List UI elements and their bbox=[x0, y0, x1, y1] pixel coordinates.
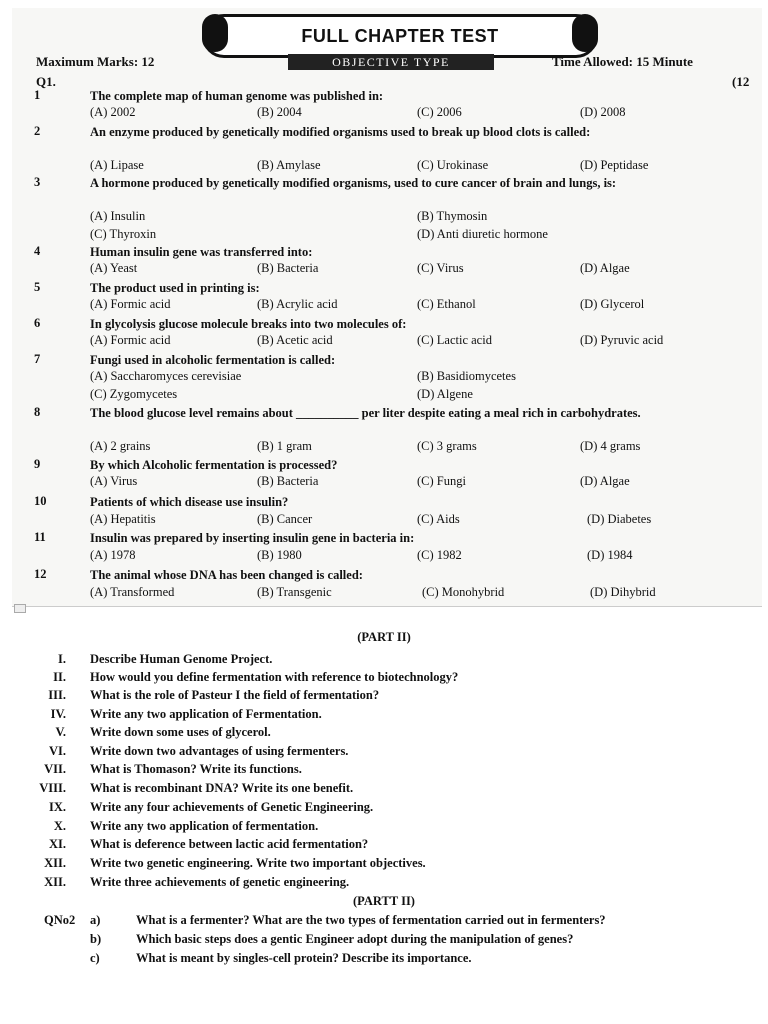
question-text: What is deference between lactic acid fermentation? bbox=[90, 837, 369, 851]
question-text: Write any four achievements of Genetic Engineering. bbox=[90, 800, 374, 814]
mcq-option: (B) 1 gram bbox=[257, 439, 312, 453]
test-title-banner bbox=[202, 14, 598, 58]
long-question-text: What is meant by singles-cell protein? Describe its importance. bbox=[136, 951, 472, 965]
mcq-question: The animal whose DNA has been changed is called: bbox=[90, 568, 363, 582]
roman-numeral: XI. bbox=[48, 837, 66, 851]
mcq-option: (C) 1982 bbox=[417, 548, 462, 562]
mcq-option: (C) Lactic acid bbox=[417, 333, 492, 347]
question-marks: (12 bbox=[732, 74, 750, 89]
mcq-option: (C) Monohybrid bbox=[422, 585, 505, 599]
long-question-letter: c) bbox=[90, 951, 100, 965]
mcq-option: (B) 2004 bbox=[257, 105, 302, 119]
question-text: Write down two advantages of using fermenters. bbox=[90, 744, 349, 758]
question-text: What is the role of Pasteur I the field of fermentation? bbox=[90, 688, 380, 702]
mcq-option: (D) Algae bbox=[580, 261, 630, 275]
roman-numeral: IX. bbox=[48, 800, 66, 814]
mcq-option: (B) Basidiomycetes bbox=[417, 369, 516, 383]
mcq-option: (B) Acetic acid bbox=[257, 333, 333, 347]
mcq-number: 11 bbox=[34, 530, 46, 544]
mcq-number: 1 bbox=[34, 88, 41, 102]
mcq-option: (B) 1980 bbox=[257, 548, 302, 562]
mcq-option: (C) Ethanol bbox=[417, 297, 476, 311]
mcq-option: (D) 4 grams bbox=[580, 439, 641, 453]
mcq-option: (D) Algene bbox=[417, 387, 473, 401]
mcq-option: (A) Yeast bbox=[90, 261, 138, 275]
roman-numeral: XII. bbox=[44, 875, 66, 889]
long-question bbox=[90, 913, 606, 928]
mcq-option: (B) Acrylic acid bbox=[257, 297, 338, 311]
objective-test-scan bbox=[12, 8, 762, 607]
mcq-question: Insulin was prepared by inserting insulin gene in bacteria in: bbox=[90, 531, 415, 545]
roman-numeral: VI. bbox=[48, 744, 66, 758]
roman-numeral: V. bbox=[55, 725, 66, 739]
roman-numeral: III. bbox=[48, 688, 66, 702]
mcq-question: Human insulin gene was transferred into: bbox=[90, 245, 313, 259]
question-text: Write down some uses of glycerol. bbox=[90, 725, 271, 739]
mcq-option: (A) Formic acid bbox=[90, 297, 171, 311]
mcq-option: (C) Virus bbox=[417, 261, 464, 275]
question-text: Write any two application of Fermentation. bbox=[90, 707, 322, 721]
part-title: (PART II) bbox=[357, 630, 411, 644]
mcq-option: (A) Transformed bbox=[90, 585, 175, 599]
mcq-option: (B) Bacteria bbox=[257, 474, 319, 488]
mcq-option: (B) Cancer bbox=[257, 512, 313, 526]
mcq-option: (C) Fungi bbox=[417, 474, 466, 488]
mcq-number: 4 bbox=[34, 244, 41, 258]
mcq-option: (A) Formic acid bbox=[90, 333, 171, 347]
mcq-question: By which Alcoholic fermentation is processed? bbox=[90, 458, 338, 472]
mcq-question: A hormone produced by genetically modified organisms, used to cure cancer of brain and lungs, is: bbox=[90, 176, 617, 190]
mcq-option: (A) 1978 bbox=[90, 548, 136, 562]
mcq-question: Patients of which disease use insulin? bbox=[90, 495, 289, 509]
mcq-option: (A) Saccharomyces cerevisiae bbox=[90, 369, 242, 383]
long-question bbox=[90, 951, 472, 966]
mcq-option: (A) Insulin bbox=[90, 209, 146, 223]
roman-numeral: XII. bbox=[44, 856, 66, 870]
mcq-option: (D) Diabetes bbox=[587, 512, 652, 526]
mcq-option: (A) 2 grains bbox=[90, 439, 151, 453]
mcq-number: 7 bbox=[34, 352, 41, 366]
mcq-option: (B) Thymosin bbox=[417, 209, 488, 223]
mcq-option: (A) Virus bbox=[90, 474, 138, 488]
mcq-number: 12 bbox=[34, 567, 47, 581]
mcq-option: (D) Anti diuretic hormone bbox=[417, 227, 548, 241]
mcq-question: An enzyme produced by genetically modified organisms used to break up blood clots is called: bbox=[90, 125, 591, 139]
question-text: Write two genetic engineering. Write two important objectives. bbox=[90, 856, 426, 870]
mcq-question: The complete map of human genome was published in: bbox=[90, 89, 384, 103]
mcq-question: Fungi used in alcoholic fermentation is called: bbox=[90, 353, 336, 367]
roman-numeral: I. bbox=[58, 652, 66, 666]
question-text: What is recombinant DNA? Write its one benefit. bbox=[90, 781, 354, 795]
question-text: Describe Human Genome Project. bbox=[90, 652, 273, 666]
test-title: FULL CHAPTER TEST bbox=[301, 25, 499, 46]
mcq-number: 5 bbox=[34, 280, 41, 294]
mcq-option: (C) Zygomycetes bbox=[90, 387, 178, 401]
mcq-question: The product used in printing is: bbox=[90, 281, 260, 295]
maximum-marks: Maximum Marks: 12 bbox=[36, 54, 155, 69]
mcq-number: 2 bbox=[34, 124, 41, 138]
mcq-option: (D) Peptidase bbox=[580, 158, 649, 172]
mcq-option: (D) Algae bbox=[580, 474, 630, 488]
mcq-number: 9 bbox=[34, 457, 41, 471]
roman-numeral: VII. bbox=[44, 762, 66, 776]
roman-numeral: VIII. bbox=[39, 781, 66, 795]
mcq-option: (D) Dihybrid bbox=[590, 585, 656, 599]
time-allowed: Time Allowed: 15 Minute bbox=[552, 54, 693, 69]
long-question-letter: b) bbox=[90, 932, 102, 946]
mcq-option: (B) Transgenic bbox=[257, 585, 332, 599]
long-question-text: What is a fermenter? What are the two types of fermentation carried out in fermenters? bbox=[136, 913, 606, 927]
question-text: How would you define fermentation with reference to biotechnology? bbox=[90, 670, 459, 684]
mcq-option: (A) Lipase bbox=[90, 158, 144, 172]
mcq-option: (C) Urokinase bbox=[417, 158, 489, 172]
mcq-number: 3 bbox=[34, 175, 41, 189]
question-text: What is Thomason? Write its functions. bbox=[90, 762, 302, 776]
mcq-option: (D) 1984 bbox=[587, 548, 633, 562]
roman-numeral: IV. bbox=[50, 707, 66, 721]
objective-type-label: OBJECTIVE TYPE bbox=[288, 54, 494, 70]
question-text: Write three achievements of genetic engineering. bbox=[90, 875, 350, 889]
mcq-option: (C) Thyroxin bbox=[90, 227, 157, 241]
mcq-option: (C) 2006 bbox=[417, 105, 462, 119]
mcq-option: (A) 2002 bbox=[90, 105, 136, 119]
image-placeholder-icon bbox=[14, 604, 26, 613]
question-label: Q1. bbox=[36, 74, 56, 89]
long-question-letter: a) bbox=[90, 913, 101, 927]
long-question bbox=[90, 932, 574, 947]
mcq-question: The blood glucose level remains about __________ per liter despite eating a meal rich in carbohydrates. bbox=[90, 406, 641, 420]
part-three-title: (PARTT II) bbox=[353, 894, 415, 908]
mcq-option: (B) Amylase bbox=[257, 158, 321, 172]
question-number-label: QNo2 bbox=[44, 913, 76, 927]
mcq-option: (D) Pyruvic acid bbox=[580, 333, 664, 347]
mcq-option: (B) Bacteria bbox=[257, 261, 319, 275]
roman-numeral: II. bbox=[53, 670, 66, 684]
mcq-option: (C) 3 grams bbox=[417, 439, 477, 453]
mcq-option: (A) Hepatitis bbox=[90, 512, 156, 526]
roman-numeral: X. bbox=[53, 819, 66, 833]
mcq-option: (C) Aids bbox=[417, 512, 460, 526]
long-question-text: Which basic steps does a gentic Engineer adopt during the manipulation of genes? bbox=[136, 932, 574, 946]
mcq-number: 6 bbox=[34, 316, 41, 330]
mcq-option: (D) Glycerol bbox=[580, 297, 645, 311]
mcq-number: 8 bbox=[34, 405, 41, 419]
mcq-number: 10 bbox=[34, 494, 47, 508]
question-text: Write any two application of fermentation. bbox=[90, 819, 319, 833]
mcq-question: In glycolysis glucose molecule breaks into two molecules of: bbox=[90, 317, 407, 331]
mcq-option: (D) 2008 bbox=[580, 105, 626, 119]
